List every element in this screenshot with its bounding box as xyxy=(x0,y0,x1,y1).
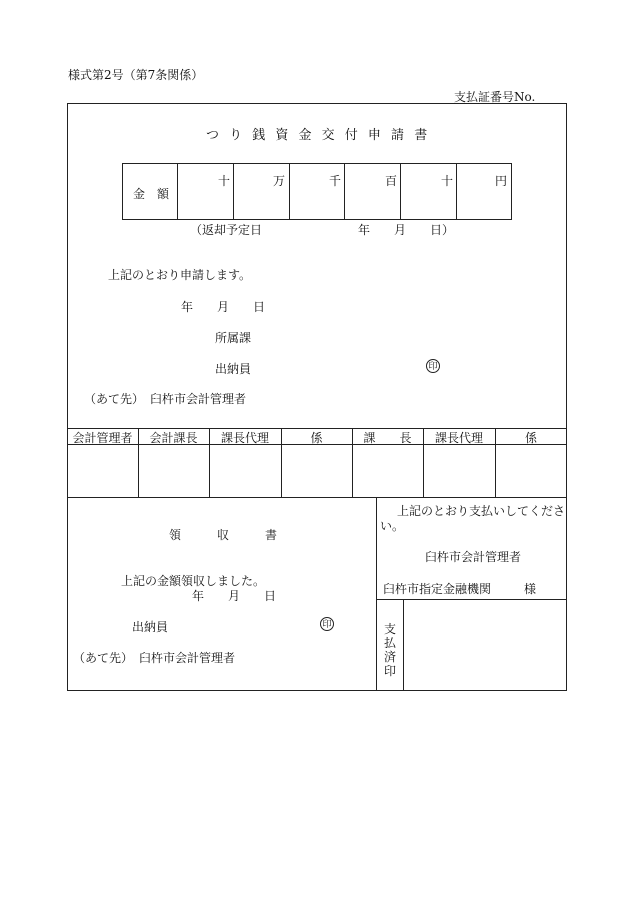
department-label: 所属課 xyxy=(215,331,252,345)
payment-number-label: 支払証番号No. xyxy=(454,90,536,104)
approval-header-kaikei-kacho: 会計課長 xyxy=(149,431,198,445)
payment-honorific: 様 xyxy=(524,582,537,596)
unit-jyu-2: 十 xyxy=(441,174,454,188)
receipt-text: 上記の金額領収しました。 xyxy=(121,574,266,588)
seal-icon: 印 xyxy=(426,359,440,373)
payment-bank: 臼杵市指定金融機関 xyxy=(383,582,492,596)
receipt-seal-icon: 印 xyxy=(320,617,334,631)
amount-table xyxy=(122,163,512,220)
unit-hyaku: 百 xyxy=(385,174,398,188)
approval-header-kakari-2: 係 xyxy=(524,431,537,445)
paid-stamp-char-4: 印 xyxy=(384,664,397,678)
unit-man: 万 xyxy=(273,174,286,188)
unit-en: 円 xyxy=(495,174,508,188)
approval-header-kaikei-kanrisha: 会計管理者 xyxy=(72,431,133,445)
approval-header-kacho-dairi-1: 課長代理 xyxy=(220,431,269,445)
application-date: 年 月 日 xyxy=(181,300,266,314)
payment-request-text-2: い。 xyxy=(380,519,405,533)
payment-request-text-1: 上記のとおり支払いしてくださ xyxy=(397,504,566,518)
receipt-cashier-label: 出納員 xyxy=(132,620,169,634)
form-title: つ り 銭 資 金 交 付 申 請 書 xyxy=(206,128,431,143)
addressee: （あて先） 臼杵市会計管理者 xyxy=(84,392,247,406)
unit-sen: 千 xyxy=(329,174,342,188)
cashier-label: 出納員 xyxy=(215,362,252,376)
paid-stamp-char-2: 払 xyxy=(384,636,397,650)
amount-label: 金 額 xyxy=(133,187,170,201)
paid-stamp-char-1: 支 xyxy=(384,622,397,636)
unit-jyu-1: 十 xyxy=(218,174,231,188)
paid-stamp-char-3: 済 xyxy=(384,650,397,664)
applied-text: 上記のとおり申請します。 xyxy=(108,268,252,282)
payment-manager: 臼杵市会計管理者 xyxy=(425,550,522,564)
receipt-title: 領 収 書 xyxy=(169,528,278,542)
form-number: 様式第2号（第7条関係） xyxy=(68,68,204,82)
approval-header-kakari-1: 係 xyxy=(310,431,323,445)
receipt-date: 年 月 日 xyxy=(192,589,277,603)
approval-header-kacho: 課 長 xyxy=(363,431,412,445)
approval-header-kacho-dairi-2: 課長代理 xyxy=(434,431,483,445)
receipt-addressee: （あて先） 臼杵市会計管理者 xyxy=(73,651,236,665)
return-date: （返却予定日 年 月 日） xyxy=(190,223,455,237)
